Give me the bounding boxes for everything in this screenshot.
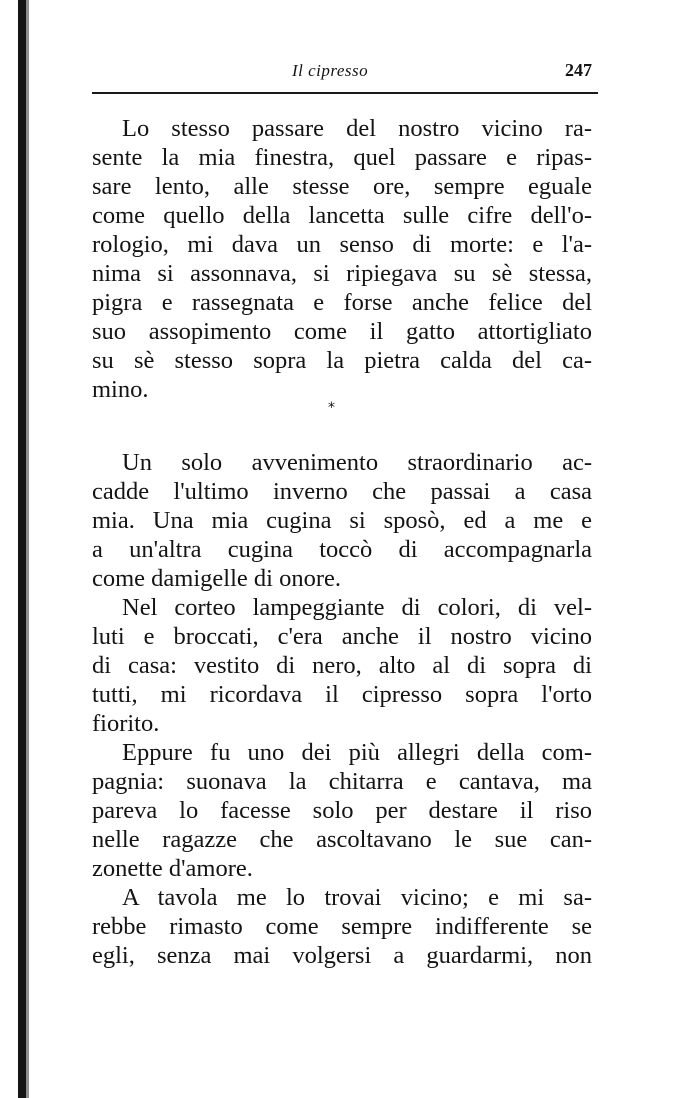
section-two — [92, 448, 592, 970]
text-line: sente la mia finestra, quel passare e ripas- — [92, 144, 592, 171]
text-line: Lo stesso passare del nostro vicino ra- — [122, 115, 592, 142]
text-line: zonette d'amore. — [92, 855, 253, 882]
text-line: cadde l'ultimo inverno che passai a casa — [92, 478, 592, 505]
page-binding-edge — [18, 0, 26, 1098]
text-line: mino. — [92, 376, 149, 403]
text-line: a un'altra cugina toccò di accompagnarla — [92, 536, 592, 563]
text-line: rebbe rimasto come sempre indifferente se — [92, 913, 592, 940]
paragraph — [92, 738, 592, 883]
page-header — [92, 58, 594, 88]
page-binding-shadow — [26, 0, 29, 1098]
section-one — [92, 114, 592, 404]
text-line: Un solo avvenimento straordinario ac- — [122, 449, 592, 476]
text-line: pigra e rassegnata e forse anche felice del — [92, 289, 592, 316]
section-divider: * — [328, 400, 335, 416]
text-line: pagnia: suonava la chitarra e cantava, ma — [92, 768, 592, 795]
text-line: mia. Una mia cugina si sposò, ed a me e — [92, 507, 592, 534]
text-line: rologio, mi dava un senso di morte: e l'a- — [92, 231, 592, 258]
text-line: su sè stesso sopra la pietra calda del ca- — [92, 347, 592, 374]
text-line: nelle ragazze che ascoltavano le sue can- — [92, 826, 592, 853]
page-number: 247 — [565, 60, 592, 80]
text-line: fiorito. — [92, 710, 160, 737]
paragraph — [92, 883, 592, 970]
running-title: Il cipresso — [292, 61, 369, 80]
text-line: A tavola me lo trovai vicino; e mi sa- — [122, 884, 592, 911]
text-line: nima si assonnava, si ripiegava su sè stessa, — [92, 260, 592, 287]
header-rule — [92, 92, 598, 94]
text-line: tutti, mi ricordava il cipresso sopra l'orto — [92, 681, 592, 708]
text-line: sare lento, alle stesse ore, sempre eguale — [92, 173, 592, 200]
text-line: egli, senza mai volgersi a guardarmi, non — [92, 942, 592, 969]
paragraph — [92, 114, 592, 404]
text-line: come damigelle di onore. — [92, 565, 341, 592]
text-line: Eppure fu uno dei più allegri della com- — [122, 739, 592, 766]
paragraph — [92, 448, 592, 593]
text-line: pareva lo facesse solo per destare il riso — [92, 797, 592, 824]
text-line: di casa: vestito di nero, alto al di sopra di — [92, 652, 592, 679]
text-line: come quello della lancetta sulle cifre dell'o- — [92, 202, 592, 229]
text-line: Nel corteo lampeggiante di colori, di vel- — [122, 594, 592, 621]
paragraph — [92, 593, 592, 738]
text-line: suo assopimento come il gatto attortigliato — [92, 318, 592, 345]
text-line: luti e broccati, c'era anche il nostro vicino — [92, 623, 592, 650]
